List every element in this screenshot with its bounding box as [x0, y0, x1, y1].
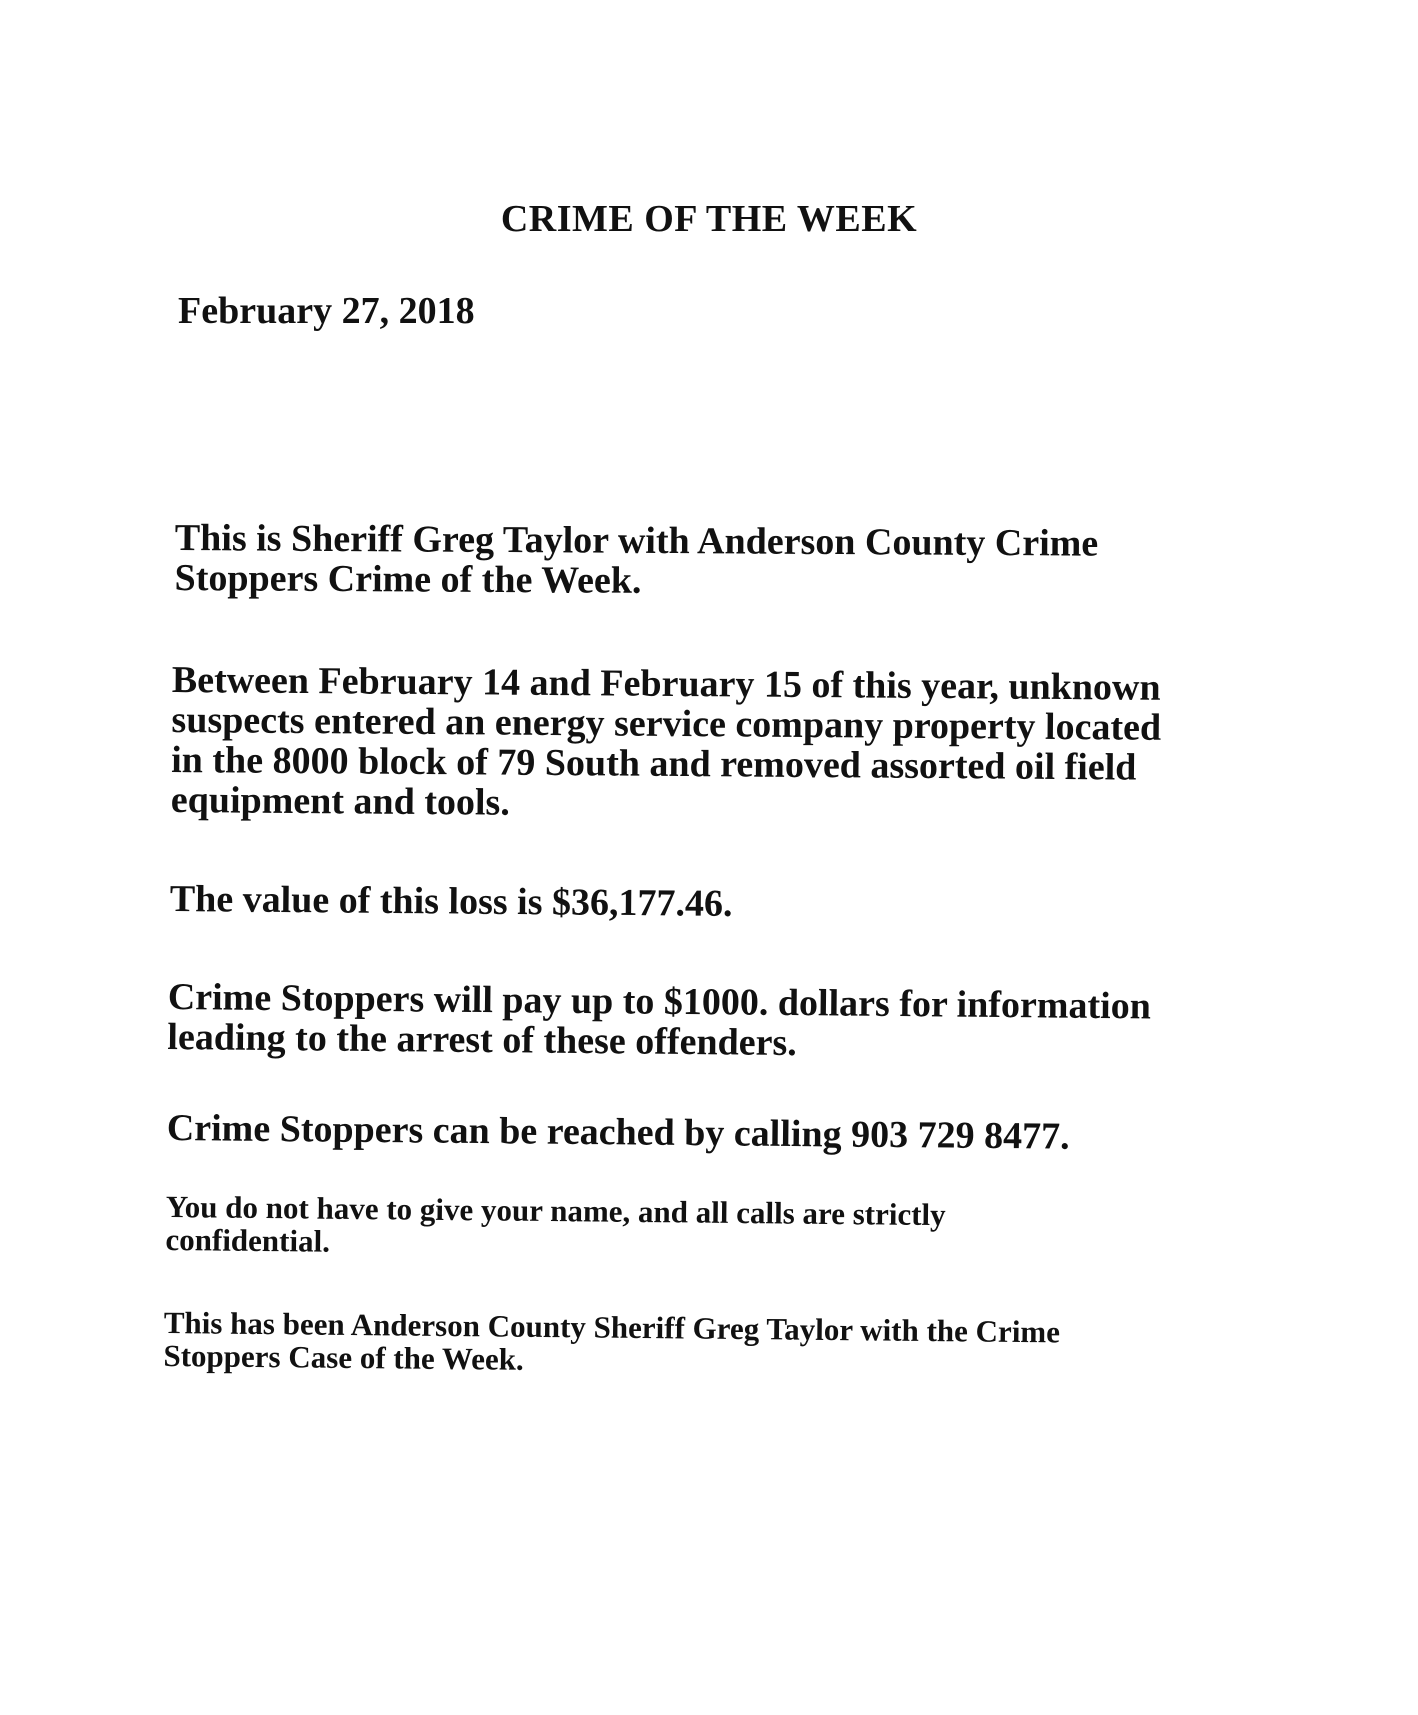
closing-paragraph: This has been Anderson County Sheriff Greg Taylor with the Crime Stoppers Case of the Week. [163, 1305, 1061, 1377]
contact-paragraph: Crime Stoppers can be reached by calling 903 729 8477. [166, 1107, 1070, 1158]
confidential-paragraph: You do not have to give your name, and all calls are strictly confidential. [165, 1189, 946, 1259]
reward-paragraph: Crime Stoppers will pay up to $1000. dollars for information leading to the arrest of these offenders. [167, 976, 1152, 1065]
document-date: February 27, 2018 [178, 290, 475, 332]
incident-paragraph: Between February 14 and February 15 of this year, unknown suspects entered an energy service company property located in the 8000 block of 79 South and removed assorted oil field equipment and tools. [170, 659, 1162, 824]
loss-value-paragraph: The value of this loss is $36,177.46. [169, 878, 733, 925]
intro-paragraph: This is Sheriff Greg Taylor with Anderson County Crime Stoppers Crime of the Week. [174, 517, 1099, 602]
document-title: CRIME OF THE WEEK [500, 198, 918, 240]
